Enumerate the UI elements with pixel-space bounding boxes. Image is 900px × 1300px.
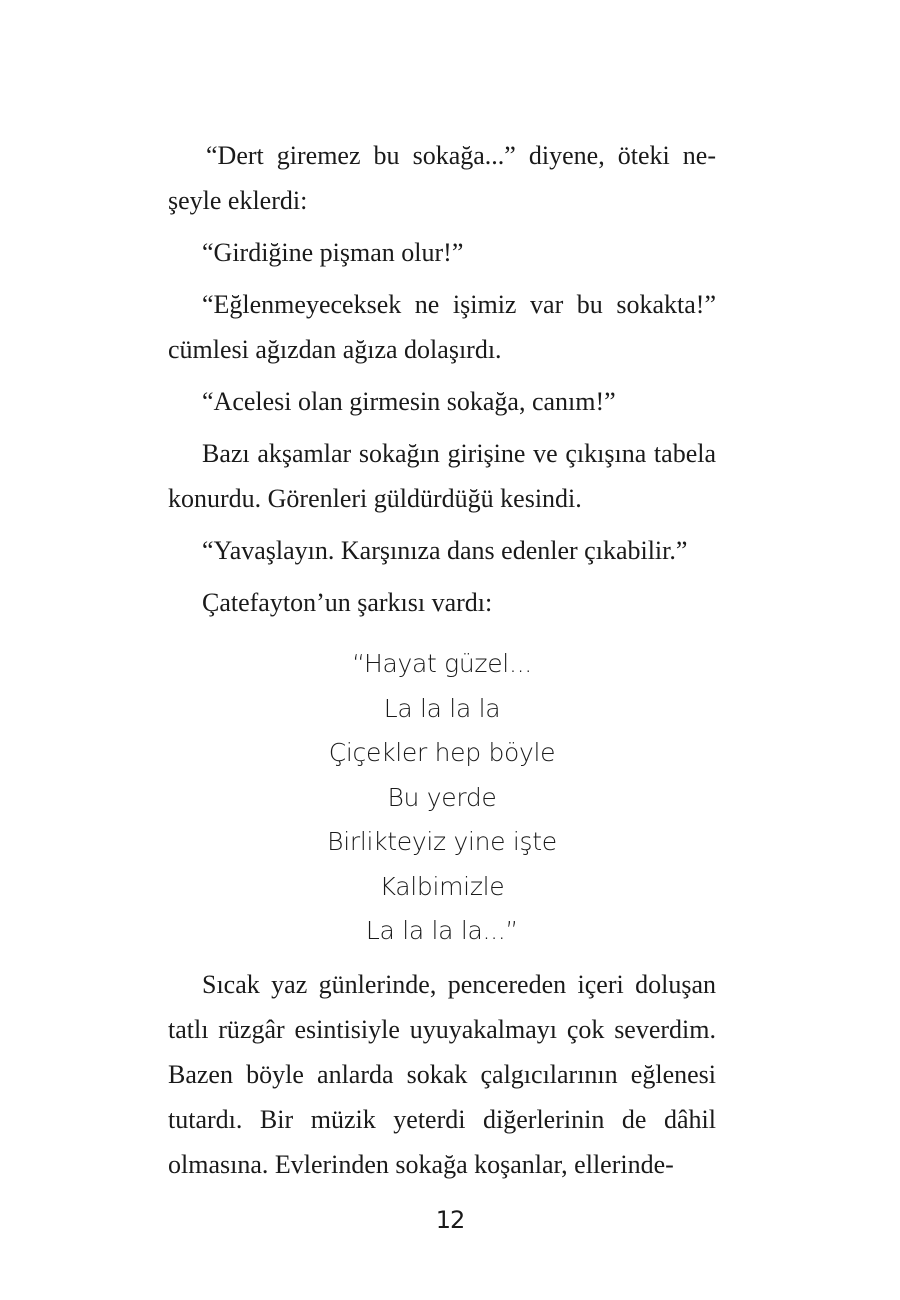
song-line: “Hayat güzel... [352,649,532,678]
paragraph: Çatefayton’un şarkısı vardı: [202,588,493,617]
song-line: Birlikteyiz yine işte [327,827,557,856]
paragraph: “Girdiğine pişman olur!” [202,238,464,267]
song-line: La la la la...” [365,916,519,945]
text-block-top [168,133,716,632]
page-number: 12 [435,1206,465,1234]
paragraph: Bazı akşamlar sokağın girişine ve çıkışına tabela konurdu. Görenleri güldürdüğü kesindi. [168,439,716,513]
paragraph: “Dert giremez bu sokağa...” diyene, öteki neşeyle eklerdi: [168,141,716,215]
paragraph: “Eğlenmeyeceksek ne işimiz var bu sokakta!” cümlesi ağızdan ağıza dolaşırdı. [168,290,716,364]
paragraph: Sıcak yaz günlerinde, pencereden içeri doluşan tatlı rüzgâr esintisiyle uyuyakalmayı çok severdim. Bazen böyle anlarda sokak çalgıcılarının eğlenesi tutardı. Bir müzik yeterdi diğerlerinin de dâhil olmasına. Evlerinden sokağa koşanlar, ellerinde- [168,970,716,1179]
song-verse [168,642,716,954]
song-line: La la la la [383,693,501,723]
song-line: Bu yerde [387,782,497,812]
text-block-bottom [168,962,716,1194]
paragraph: “Yavaşlayın. Karşınıza dans edenler çıkabilir.” [202,536,688,565]
song-line: Kalbimizle [379,871,505,901]
song-line: Çiçekler hep böyle [328,738,556,767]
paragraph: “Acelesi olan girmesin sokağa, canım!” [202,387,616,416]
